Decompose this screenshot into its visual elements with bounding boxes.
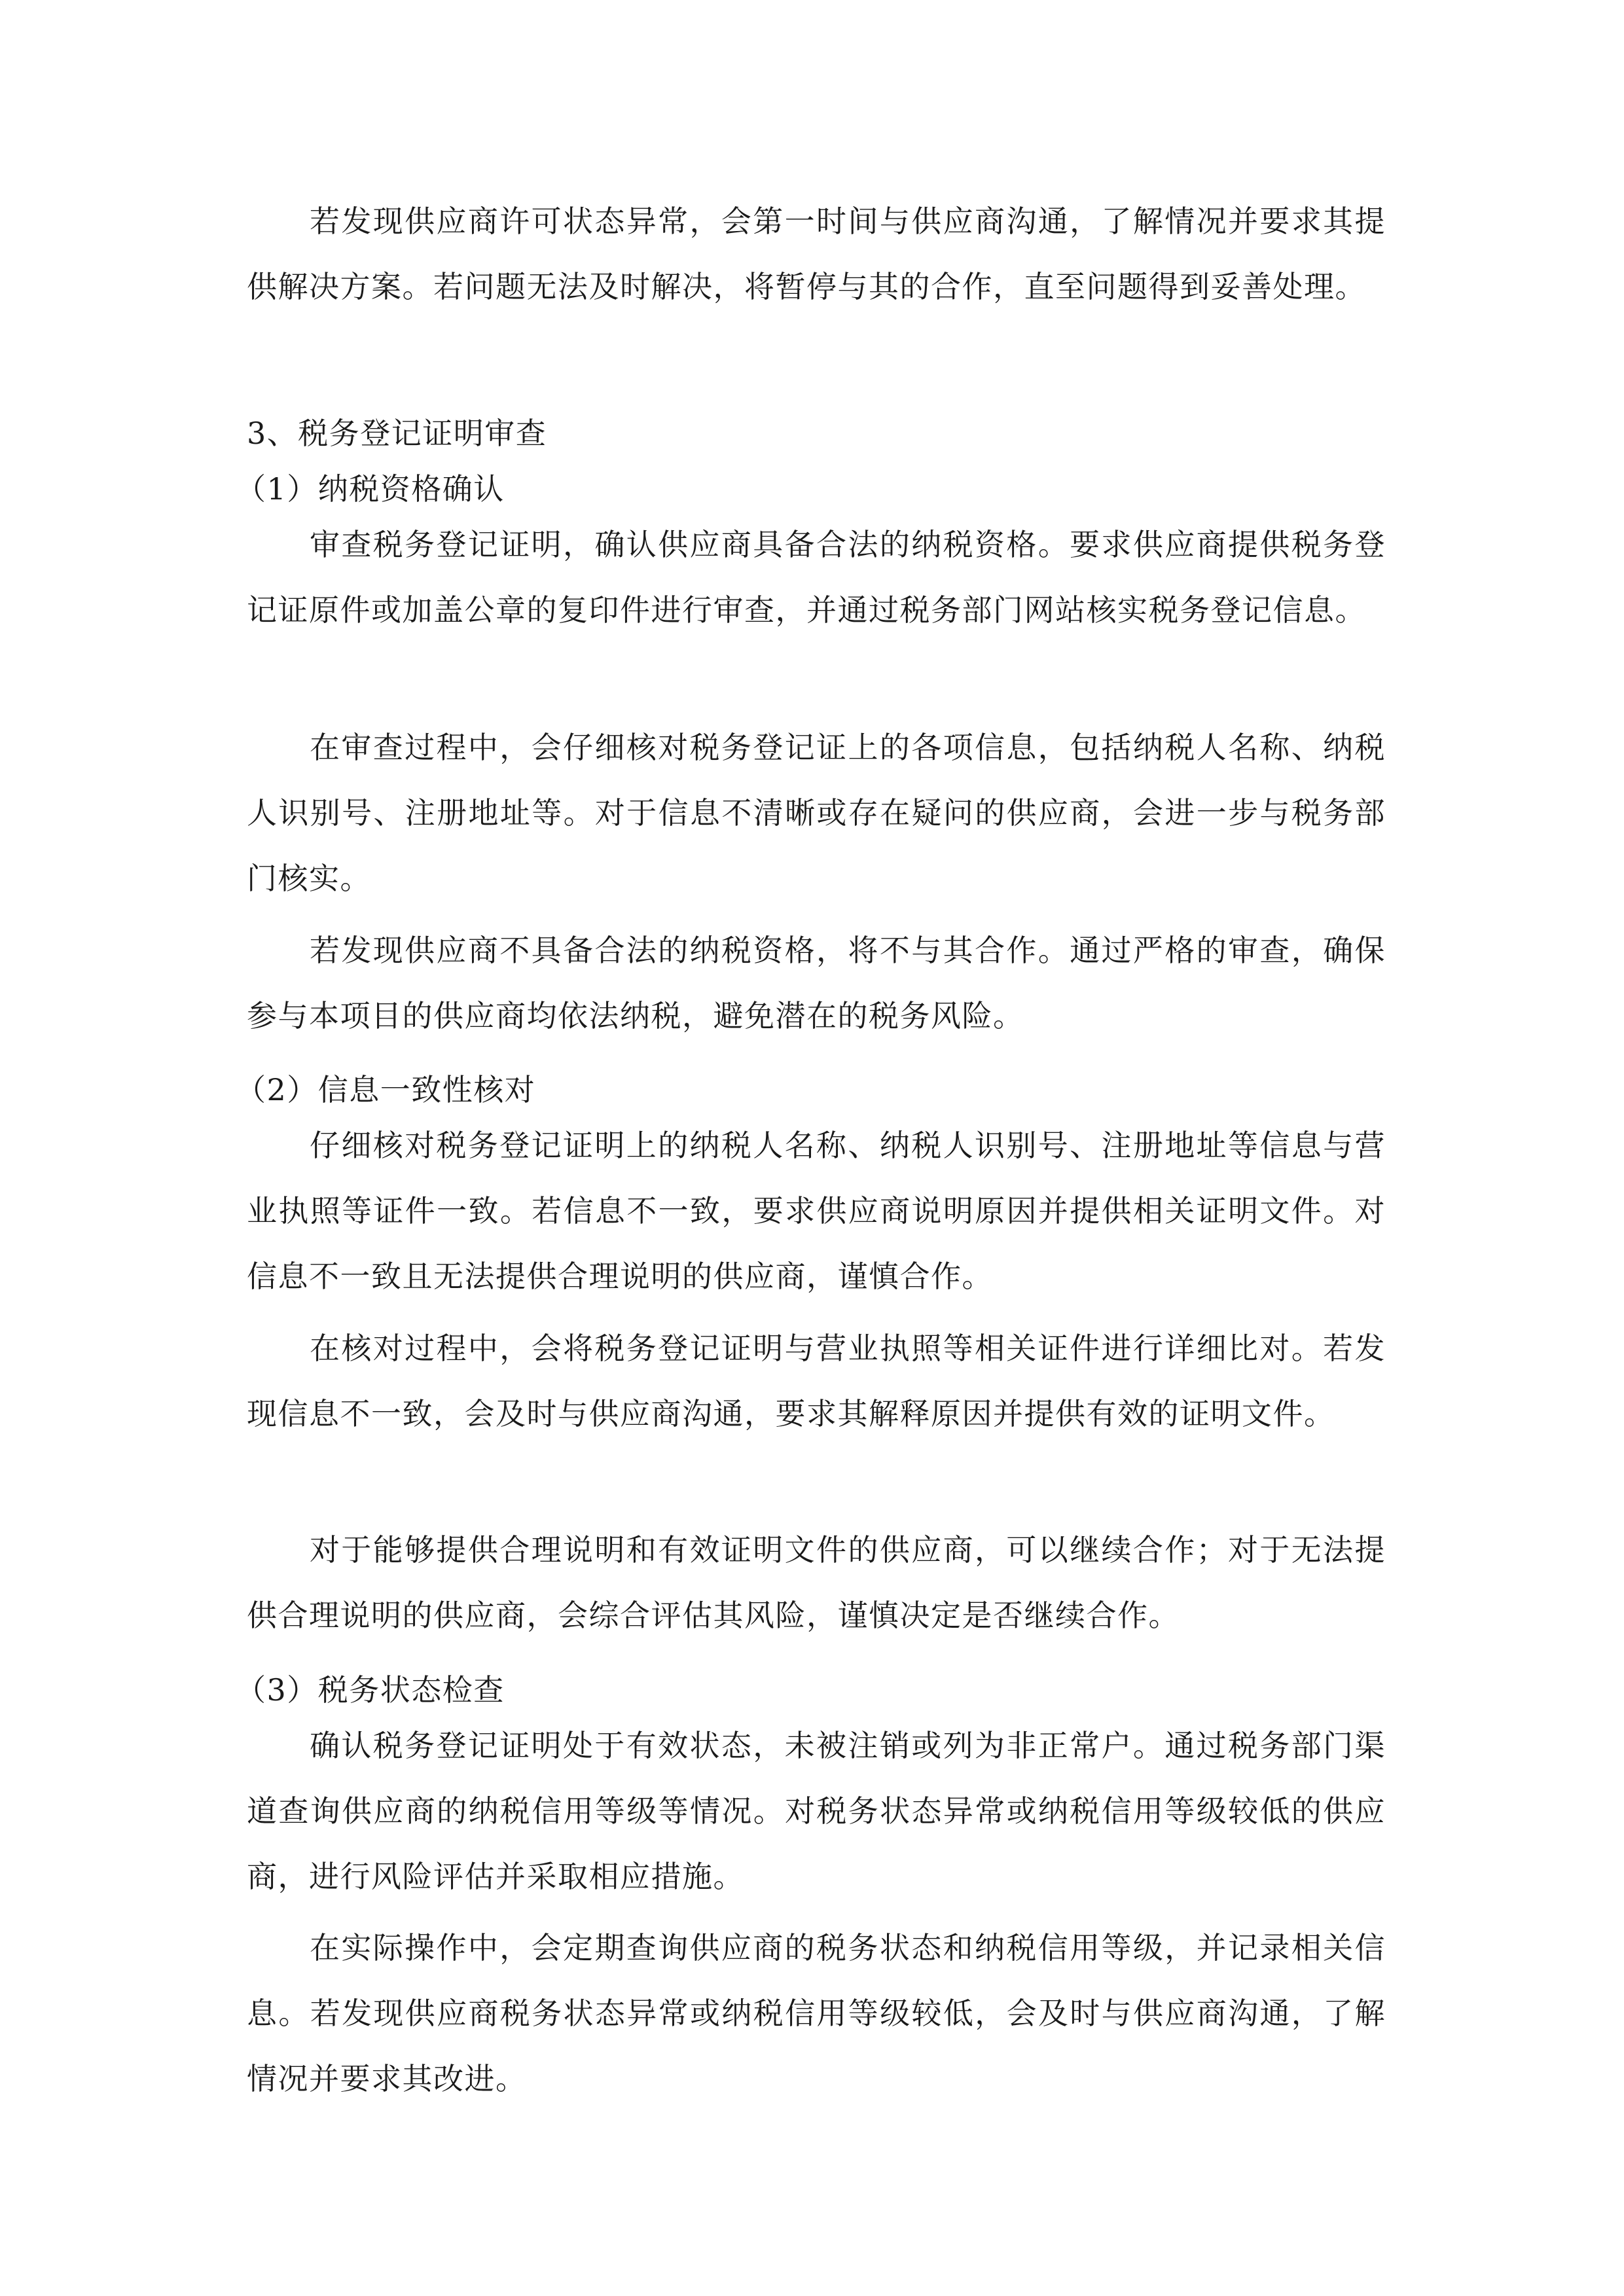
- paragraph-review-process: 在审查过程中，会仔细核对税务登记证上的各项信息，包括纳税人名称、纳税人识别号、注册地址等。对于信息不清晰或存在疑问的供应商，会进一步与税务部门核实。: [247, 730, 1386, 896]
- paragraph-periodic-query: 在实际操作中，会定期查询供应商的税务状态和纳税信用等级，并记录相关信息。若发现供应商税务状态异常或纳税信用等级较低，会及时与供应商沟通，了解情况并要求其改进。: [247, 1930, 1386, 2096]
- paragraph-no-qualification: 若发现供应商不具备合法的纳税资格，将不与其合作。通过严格的审查，确保参与本项目的供应商均依法纳税，避免潜在的税务风险。: [247, 933, 1386, 1033]
- paragraph-consistency-check: 仔细核对税务登记证明上的纳税人名称、纳税人识别号、注册地址等信息与营业执照等证件一致。若信息不一致，要求供应商说明原因并提供相关证明文件。对信息不一致且无法提供合理说明的供应商，谨慎合作。: [247, 1128, 1386, 1294]
- subheading-tax-status: （3）税务状态检查: [236, 1672, 505, 1708]
- subheading-tax-qualification: （1）纳税资格确认: [236, 471, 505, 507]
- subheading-info-consistency: （2）信息一致性核对: [236, 1072, 536, 1107]
- section-heading-tax-registration: 3、税务登记证明审查: [247, 416, 547, 451]
- paragraph-comparison-process: 在核对过程中，会将税务登记证明与营业执照等相关证件进行详细比对。若发现信息不一致，会及时与供应商沟通，要求其解释原因并提供有效的证明文件。: [247, 1331, 1386, 1431]
- paragraph-license-abnormal: 若发现供应商许可状态异常，会第一时间与供应商沟通，了解情况并要求其提供解决方案。若问题无法及时解决，将暂停与其的合作，直至问题得到妥善处理。: [247, 204, 1386, 304]
- paragraph-qualification-review: 审查税务登记证明，确认供应商具备合法的纳税资格。要求供应商提供税务登记证原件或加盖公章的复印件进行审查，并通过税务部门网站核实税务登记信息。: [247, 527, 1386, 628]
- paragraph-continue-cooperation: 对于能够提供合理说明和有效证明文件的供应商，可以继续合作；对于无法提供合理说明的供应商，会综合评估其风险，谨慎决定是否继续合作。: [247, 1532, 1386, 1633]
- paragraph-status-confirmation: 确认税务登记证明处于有效状态，未被注销或列为非正常户。通过税务部门渠道查询供应商的纳税信用等级等情况。对税务状态异常或纳税信用等级较低的供应商，进行风险评估并采取相应措施。: [247, 1728, 1386, 1894]
